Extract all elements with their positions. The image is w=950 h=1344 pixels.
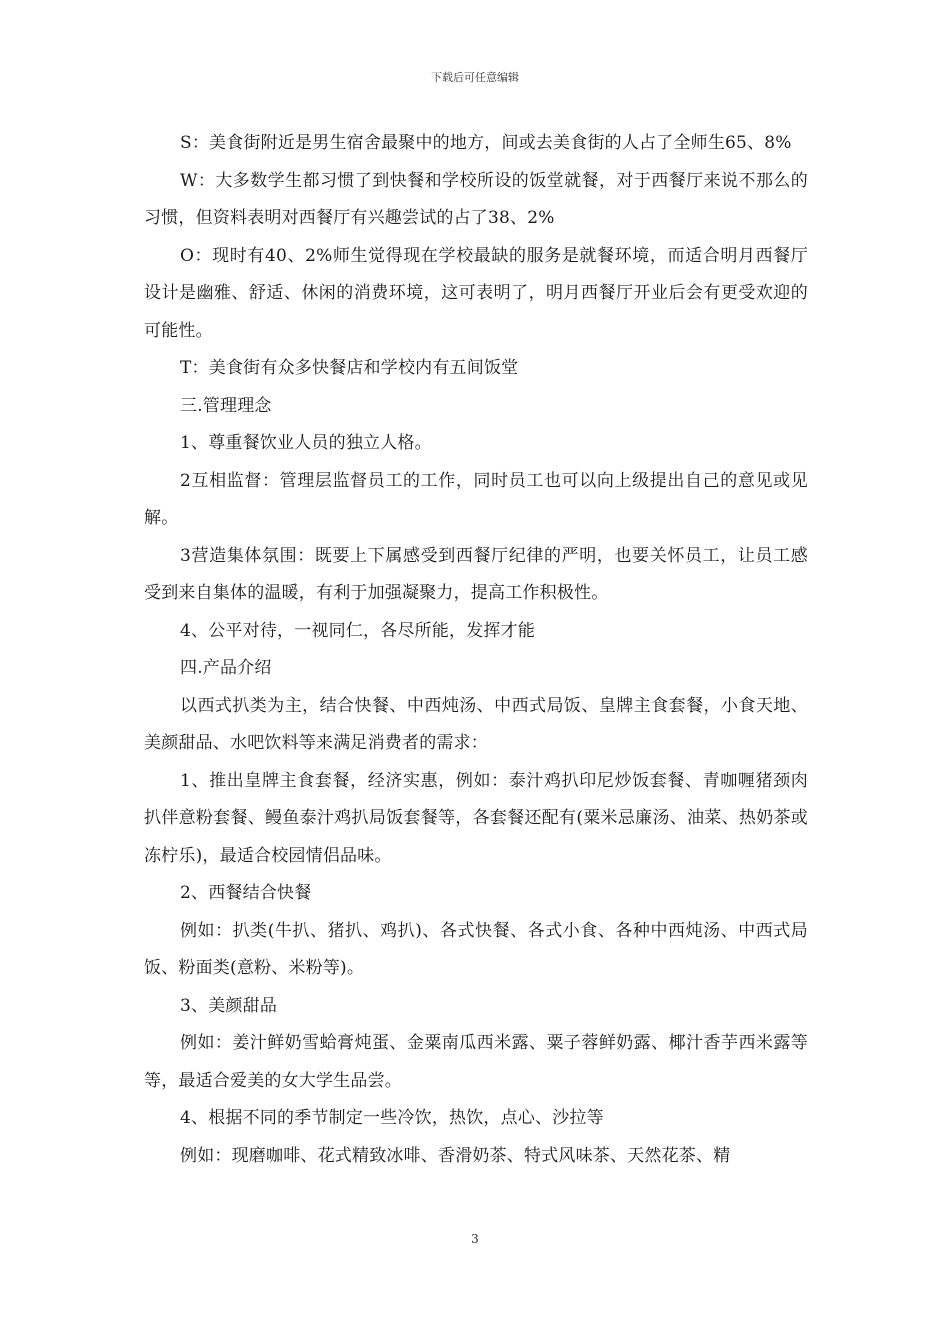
list-item: 3、美颜甜品	[180, 995, 278, 1016]
section-heading-products: 四.产品介绍	[180, 658, 272, 678]
list-item: 2、西餐结合快餐	[180, 883, 312, 903]
paragraph-weakness: W：大多数学生都习惯了到快餐和学校所设的饭堂就餐，对于西餐厅来说不那么的习惯，但资料表明对西餐厅有兴趣尝试的占了38、2%	[144, 170, 808, 228]
body-text	[144, 125, 808, 1175]
paragraph-example: 例如：姜汁鲜奶雪蛤膏炖蛋、金粟南瓜西米露、粟子蓉鲜奶露、椰汁香芋西米露等等，最适合爱美的女大学生品尝。	[144, 1033, 808, 1091]
list-item: 4、根据不同的季节制定一些冷饮，热饮，点心、沙拉等	[180, 1108, 604, 1128]
page-number: 3	[471, 1232, 479, 1246]
list-item: 3营造集体氛围：既要上下属感受到西餐厅纪律的严明，也要关怀员工，让员工感受到来自集体的温暖，有利于加强凝聚力，提高工作积极性。	[144, 545, 808, 603]
list-item: 1、推出皇牌主食套餐，经济实惠，例如：泰汁鸡扒印尼炒饭套餐、青咖喱猪颈肉扒伴意粉套餐、鳗鱼泰汁鸡扒局饭套餐等，各套餐还配有(粟米忌廉汤、油菜、热奶茶或冻柠乐)，最适合校园情侣品味。	[144, 770, 808, 866]
paragraph-opportunity: O：现时有40、2%师生觉得现在学校最缺的服务是就餐环境，而适合明月西餐厅设计是幽雅、舒适、休闲的消费环境，这可表明了，明月西餐厅开业后会有更受欢迎的可能性。	[144, 245, 808, 341]
paragraph-example: 例如：现磨咖啡、花式精致冰啡、香滑奶茶、特式风味茶、天然花茶、精	[180, 1145, 731, 1166]
list-item: 1、尊重餐饮业人员的独立人格。	[180, 433, 432, 453]
paragraph-threat: T：美食街有众多快餐店和学校内有五间饭堂	[180, 358, 519, 378]
paragraph-example: 例如：扒类(牛扒、猪扒、鸡扒)、各式快餐、各式小食、各种中西炖汤、中西式局饭、粉面类(意粉、米粉等)。	[144, 920, 808, 978]
paragraph-strength: S：美食街附近是男生宿舍最聚中的地方，间或去美食街的人占了全师生65、8%	[180, 133, 792, 153]
paragraph-product-intro: 以西式扒类为主，结合快餐、中西炖汤、中西式局饭、皇牌主食套餐，小食天地、美颜甜品、水吧饮料等来满足消费者的需求：	[144, 695, 808, 753]
section-heading-management: 三.管理理念	[180, 395, 272, 416]
list-item: 2互相监督：管理层监督员工的工作，同时员工也可以向上级提出自己的意见或见解。	[144, 470, 808, 528]
page-header: 下载后可任意编辑	[431, 71, 519, 84]
list-item: 4、公平对待，一视同仁，各尽所能，发挥才能	[180, 620, 536, 641]
